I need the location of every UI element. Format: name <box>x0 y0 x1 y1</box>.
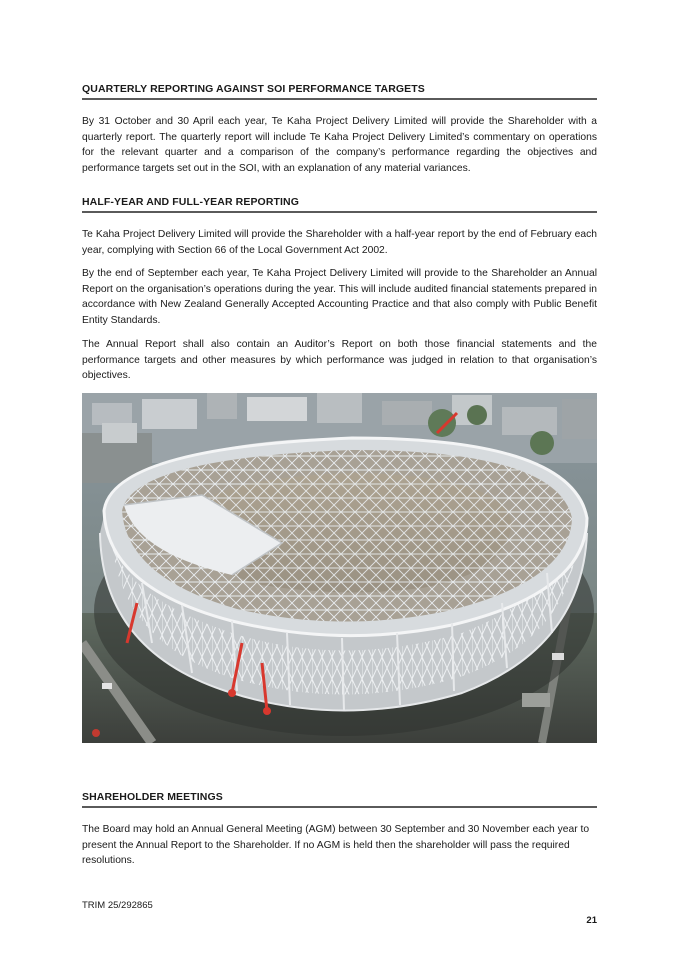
section-heading-quarterly: QUARTERLY REPORTING AGAINST SOI PERFORMANCE TARGETS <box>82 83 597 100</box>
paragraph-shareholder-meetings: The Board may hold an Annual General Meeting (AGM) between 30 September and 30 November each year to present the Annual Report to the Shareholder. If no AGM is held then the shareholder will pass the required resolutions. <box>82 824 590 867</box>
paragraph-annual-report: By the end of September each year, Te Kaha Project Delivery Limited will provide to the Shareholder an Annual Report on the organisation’s operations during the year. This will include audited financial statements prepared in accordance with New Zealand Generally Accepted Accounting Practice and that also comply with Public Benefit Entity Standards. <box>82 268 597 326</box>
section-heading-shareholder-meetings: SHAREHOLDER MEETINGS <box>82 791 597 808</box>
paragraph-half-year-report: Te Kaha Project Delivery Limited will provide the Shareholder with a half-year report by the end of February each year, complying with Section 66 of the Local Government Act 2002. <box>82 229 597 256</box>
paragraph-auditors-report: The Annual Report shall also contain an Auditor’s Report on both those financial statements and the performance targets and other measures by which performance was judged in relation to that organisation’s objectives. <box>82 339 597 382</box>
trim-reference: TRIM 25/292865 <box>82 900 153 911</box>
paragraph-quarterly: By 31 October and 30 April each year, Te Kaha Project Delivery Limited will provide the Shareholder with a quarterly report. The quarterly report will include Te Kaha Project Delivery Limited’s commentary on operations for the relevant quarter and a comparison of the company’s performance regarding the objectives and performance targets set out in the SOI, with an explanation of any material variances. <box>82 116 597 174</box>
page-number: 21 <box>586 915 597 926</box>
stadium-construction-photo <box>82 393 597 743</box>
section-heading-half-full-year: HALF-YEAR AND FULL-YEAR REPORTING <box>82 196 597 213</box>
